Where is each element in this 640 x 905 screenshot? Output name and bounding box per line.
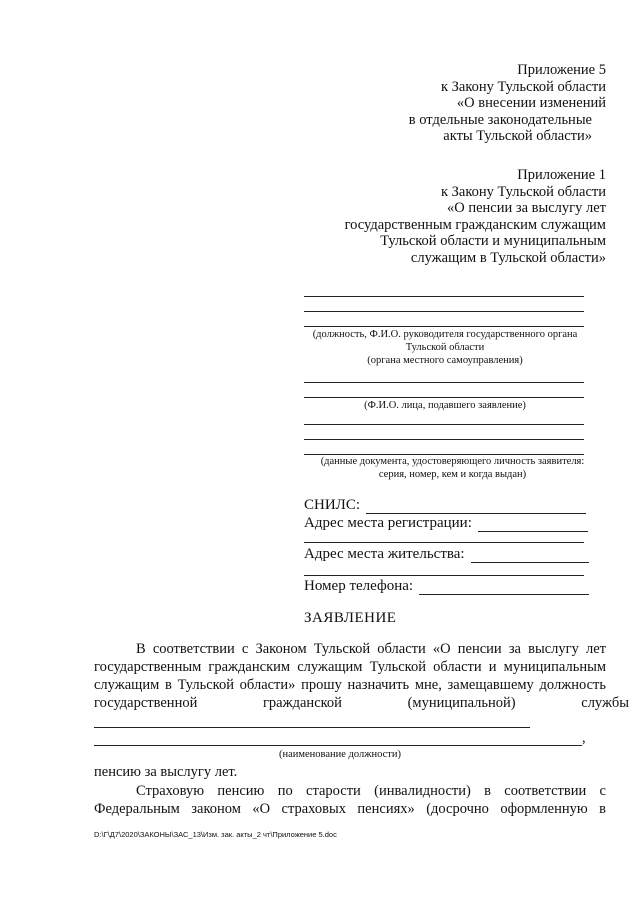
paragraph-line: Федеральным законом «О страховых пенсиях» (досрочно оформленную в (94, 801, 606, 817)
appendix-1-header (345, 167, 606, 266)
caption-line: (должность, Ф.И.О. руководителя государственного органа (312, 329, 578, 340)
residence-input-continued[interactable] (304, 575, 584, 576)
snils-input[interactable] (366, 499, 586, 514)
caption-line: (данные документа, удостоверяющего личность заявителя: (320, 456, 585, 467)
appendix-1-line: служащим в Тульской области» (410, 249, 606, 266)
caption-line: (органа местного самоуправления) (367, 355, 523, 366)
blank-line[interactable] (304, 439, 584, 440)
phone-input[interactable] (419, 580, 589, 595)
paragraph-line: пенсию за выслугу лет. (94, 764, 238, 780)
residence-input[interactable] (471, 548, 589, 563)
applicant-caption: (Ф.И.О. лица, подавшего заявление) (364, 400, 526, 411)
paragraph-line: Страховую пенсию по старости (инвалидности) в соответствии с (136, 783, 606, 799)
residence-field (304, 545, 589, 563)
registration-label: Адрес места регистрации: (304, 515, 472, 531)
appendix-1-line: к Закону Тульской области (440, 183, 606, 200)
appendix-1-line: Тульской области и муниципальным (380, 233, 606, 249)
phone-field (304, 577, 589, 595)
appendix-1-line: «О пенсии за выслугу лет (446, 200, 606, 216)
file-path-footer: D:\Г\Д7\2020\ЗАКОНЫ\ЗАС_13\Изм. зак. акты_2 чт\Приложение 5.doc (94, 830, 337, 839)
appendix-1-line: государственным гражданским служащим (344, 216, 606, 233)
registration-input[interactable] (478, 517, 588, 532)
appendix-1-title: Приложение 1 (517, 167, 606, 183)
snils-label: СНИЛС: (304, 497, 361, 513)
position-input-continued[interactable] (94, 745, 582, 746)
head-caption (300, 328, 590, 367)
appendix-5-line: «О внесении изменений (456, 95, 606, 111)
blank-line[interactable] (304, 382, 584, 383)
paragraph-line: государственным гражданским служащим Тульской области и муниципальным (94, 659, 606, 675)
registration-input-continued[interactable] (304, 542, 584, 543)
appendix-5-title: Приложение 5 (517, 62, 606, 78)
id-document-caption (300, 455, 605, 481)
appendix-5-line: к Закону Тульской области (440, 78, 606, 95)
paragraph-line: служащим в Тульской области» прошу назначить мне, замещавшему должность (94, 677, 606, 693)
position-input[interactable] (94, 727, 530, 728)
appendix-5-line: акты Тульской области» (443, 128, 592, 144)
position-caption: (наименование должности) (278, 749, 402, 760)
appendix-5-line: в отдельные законодательные (408, 111, 592, 128)
blank-line[interactable] (304, 326, 584, 327)
blank-line[interactable] (304, 311, 584, 312)
blank-line[interactable] (304, 424, 584, 425)
paragraph-line: В соответствии с Законом Тульской области «О пенсии за выслугу лет (136, 641, 606, 657)
paragraph-line: государственной гражданской (муниципальной) службы (94, 695, 629, 711)
snils-field (304, 496, 586, 514)
appendix-5-header (409, 62, 606, 145)
caption-line: Тульской области (405, 342, 485, 353)
registration-field (304, 514, 588, 532)
blank-line[interactable] (304, 397, 584, 398)
statement-heading: ЗАЯВЛЕНИЕ (304, 610, 397, 626)
comma: , (582, 730, 586, 746)
blank-line[interactable] (304, 296, 584, 297)
caption-line: серия, номер, кем и когда выдан) (378, 469, 527, 480)
phone-label: Номер телефона: (304, 578, 414, 594)
residence-label: Адрес места жительства: (304, 546, 465, 562)
